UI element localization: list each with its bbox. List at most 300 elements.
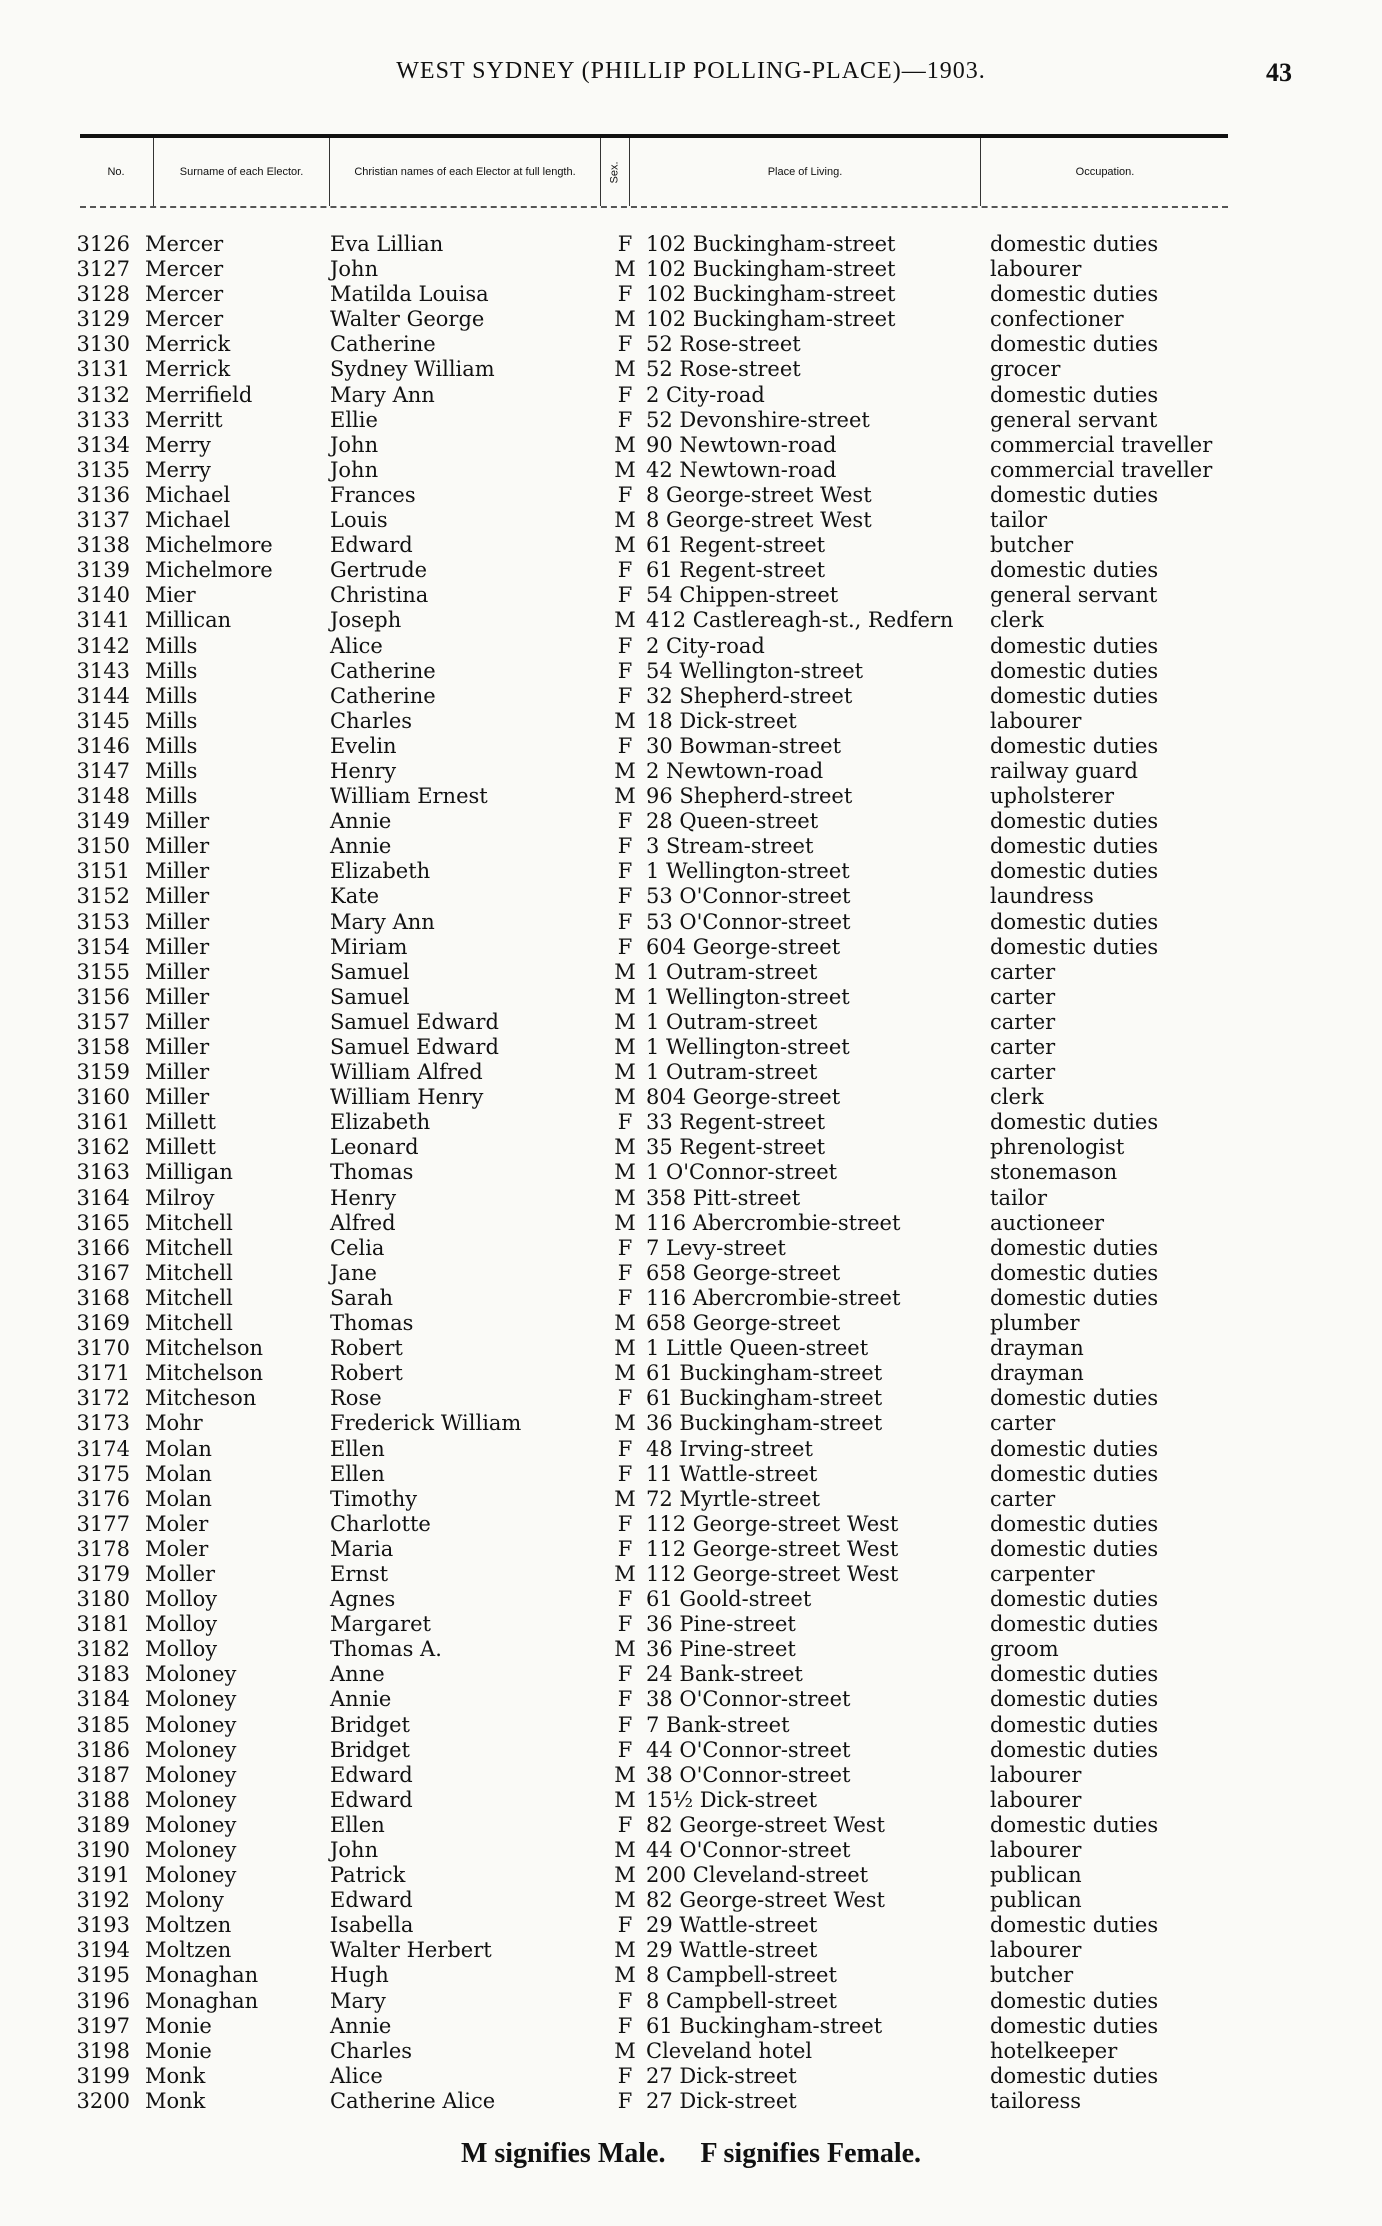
elector-sex: M xyxy=(614,1361,636,1386)
elector-christian-names: Maria xyxy=(330,1536,394,1561)
table-row xyxy=(0,1261,1382,1286)
elector-occupation: tailor xyxy=(990,1185,1048,1210)
header-no: No. xyxy=(107,165,125,178)
elector-christian-names: Elizabeth xyxy=(330,1110,431,1135)
elector-surname: Moler xyxy=(145,1511,209,1536)
header-sex xyxy=(600,138,629,206)
elector-occupation: butcher xyxy=(990,1963,1074,1988)
elector-number: 3181 xyxy=(76,1612,130,1637)
elector-number: 3199 xyxy=(76,2063,130,2088)
elector-christian-names: Ellen xyxy=(330,1461,385,1486)
table-row xyxy=(0,1863,1382,1888)
elector-number: 3153 xyxy=(76,909,130,934)
elector-place-of-living: 35 Regent-street xyxy=(646,1135,826,1160)
elector-christian-names: Matilda Louisa xyxy=(330,282,489,307)
table-row xyxy=(0,1888,1382,1913)
elector-surname: Mitchell xyxy=(145,1285,233,1310)
elector-occupation: tailor xyxy=(990,508,1048,533)
elector-number: 3193 xyxy=(76,1913,130,1938)
elector-occupation: stonemason xyxy=(990,1160,1118,1185)
elector-place-of-living: 15½ Dick-street xyxy=(646,1787,818,1812)
elector-number: 3187 xyxy=(76,1762,130,1787)
elector-place-of-living: 1 Little Queen-street xyxy=(646,1336,869,1361)
table-row xyxy=(0,1462,1382,1487)
elector-occupation: labourer xyxy=(990,257,1082,282)
elector-christian-names: Isabella xyxy=(330,1913,414,1938)
elector-christian-names: Margaret xyxy=(330,1612,431,1637)
elector-place-of-living: 11 Wattle-street xyxy=(646,1461,818,1486)
elector-sex: M xyxy=(614,708,636,733)
elector-occupation: commercial traveller xyxy=(990,432,1213,457)
table-row xyxy=(0,1211,1382,1236)
elector-place-of-living: 200 Cleveland-street xyxy=(646,1863,869,1888)
elector-occupation: domestic duties xyxy=(990,2013,1159,2038)
elector-place-of-living: 102 Buckingham-street xyxy=(646,257,896,282)
column-headers xyxy=(80,134,1228,208)
table-row xyxy=(0,859,1382,884)
elector-occupation: drayman xyxy=(990,1336,1084,1361)
elector-number: 3164 xyxy=(76,1185,130,1210)
elector-sex: M xyxy=(614,1035,636,1059)
elector-sex: F xyxy=(617,2013,633,2038)
elector-surname: Mercer xyxy=(145,232,224,256)
table-row xyxy=(0,1637,1382,1662)
elector-occupation: domestic duties xyxy=(990,1587,1159,1612)
elector-sex: M xyxy=(614,784,636,809)
elector-occupation: domestic duties xyxy=(990,1285,1159,1310)
elector-occupation: labourer xyxy=(990,1938,1082,1963)
elector-christian-names: Edward xyxy=(330,1762,413,1787)
elector-place-of-living: 52 Rose-street xyxy=(646,332,801,357)
elector-surname: Mier xyxy=(145,583,196,608)
elector-place-of-living: 24 Bank-street xyxy=(646,1662,803,1687)
elector-occupation: general servant xyxy=(990,583,1158,608)
elector-sex: M xyxy=(614,1787,636,1812)
elector-place-of-living: 7 Bank-street xyxy=(646,1712,790,1737)
elector-occupation: carter xyxy=(990,984,1056,1009)
elector-surname: Miller xyxy=(145,834,210,859)
elector-surname: Monk xyxy=(145,2088,206,2113)
elector-surname: Molloy xyxy=(145,1612,218,1637)
elector-christian-names: Patrick xyxy=(330,1863,406,1888)
table-row xyxy=(0,357,1382,382)
elector-sex: M xyxy=(614,1135,636,1160)
elector-place-of-living: 36 Pine-street xyxy=(646,1612,796,1637)
elector-sex: F xyxy=(617,583,633,608)
page-title: WEST SYDNEY (PHILLIP POLLING-PLACE)—1903. xyxy=(396,58,986,84)
elector-sex: F xyxy=(617,1612,633,1637)
table-row xyxy=(0,1587,1382,1612)
elector-number: 3152 xyxy=(76,884,130,909)
elector-surname: Mills xyxy=(145,758,198,783)
table-row xyxy=(0,1989,1382,2014)
elector-number: 3137 xyxy=(76,508,130,533)
elector-sex: F xyxy=(617,834,633,859)
header-occupation: Occupation. xyxy=(980,138,1229,206)
elector-occupation: phrenologist xyxy=(990,1135,1125,1160)
elector-occupation: carter xyxy=(990,1486,1056,1511)
table-row xyxy=(0,1386,1382,1411)
table-row xyxy=(0,533,1382,558)
elector-place-of-living: 2 City-road xyxy=(646,382,765,407)
elector-number: 3156 xyxy=(76,984,130,1009)
elector-christian-names: William Ernest xyxy=(330,784,488,809)
elector-number: 3168 xyxy=(76,1285,130,1310)
elector-list xyxy=(0,232,1382,2114)
elector-sex: M xyxy=(614,1160,636,1185)
elector-number: 3178 xyxy=(76,1536,130,1561)
elector-place-of-living: 18 Dick-street xyxy=(646,708,797,733)
elector-number: 3143 xyxy=(76,658,130,683)
elector-number: 3150 xyxy=(76,834,130,859)
elector-christian-names: John xyxy=(330,432,379,457)
elector-number: 3126 xyxy=(76,232,130,256)
elector-occupation: carter xyxy=(990,1411,1056,1436)
elector-sex: M xyxy=(614,257,636,282)
table-row xyxy=(0,1537,1382,1562)
elector-number: 3159 xyxy=(76,1060,130,1085)
elector-occupation: confectioner xyxy=(990,307,1124,332)
elector-sex: F xyxy=(617,934,633,959)
elector-surname: Mitchell xyxy=(145,1311,233,1336)
elector-place-of-living: 8 Campbell-street xyxy=(646,1963,837,1988)
elector-christian-names: Mary Ann xyxy=(330,382,435,407)
table-row xyxy=(0,910,1382,935)
elector-number: 3169 xyxy=(76,1311,130,1336)
table-row xyxy=(0,1236,1382,1261)
elector-number: 3188 xyxy=(76,1787,130,1812)
elector-occupation: domestic duties xyxy=(990,482,1159,507)
elector-sex: F xyxy=(617,1436,633,1461)
elector-occupation: labourer xyxy=(990,1838,1082,1862)
elector-surname: Milligan xyxy=(145,1160,233,1185)
table-row xyxy=(0,734,1382,759)
elector-number: 3149 xyxy=(76,809,130,834)
elector-christian-names: Bridget xyxy=(330,1737,410,1762)
elector-occupation: domestic duties xyxy=(990,558,1159,583)
elector-sex: F xyxy=(617,859,633,884)
elector-number: 3175 xyxy=(76,1461,130,1486)
elector-number: 3198 xyxy=(76,2038,130,2063)
elector-surname: Miller xyxy=(145,884,210,909)
elector-number: 3177 xyxy=(76,1511,130,1536)
table-row xyxy=(0,1738,1382,1763)
elector-surname: Monie xyxy=(145,2038,212,2063)
elector-place-of-living: 1 Wellington-street xyxy=(646,859,850,884)
elector-occupation: labourer xyxy=(990,708,1082,733)
elector-occupation: domestic duties xyxy=(990,232,1159,256)
elector-number: 3171 xyxy=(76,1361,130,1386)
elector-occupation: upholsterer xyxy=(990,784,1115,809)
elector-number: 3172 xyxy=(76,1386,130,1411)
table-row xyxy=(0,935,1382,960)
elector-surname: Moloney xyxy=(145,1863,237,1888)
table-row xyxy=(0,408,1382,433)
elector-christian-names: Jane xyxy=(330,1260,377,1285)
table-row xyxy=(0,1813,1382,1838)
male-note: M signifies Male. xyxy=(460,2138,666,2169)
elector-number: 3127 xyxy=(76,257,130,282)
elector-christian-names: Ellen xyxy=(330,1436,385,1461)
elector-place-of-living: 61 Goold-street xyxy=(646,1587,812,1612)
elector-place-of-living: 1 Outram-street xyxy=(646,1060,818,1085)
table-row xyxy=(0,1512,1382,1537)
elector-occupation: publican xyxy=(990,1863,1082,1888)
elector-sex: F xyxy=(617,658,633,683)
elector-surname: Miller xyxy=(145,909,210,934)
elector-sex: F xyxy=(617,1536,633,1561)
elector-place-of-living: 90 Newtown-road xyxy=(646,432,837,457)
elector-surname: Miller xyxy=(145,959,210,984)
elector-surname: Millett xyxy=(145,1135,216,1160)
table-row xyxy=(0,1286,1382,1311)
elector-place-of-living: 27 Dick-street xyxy=(646,2063,797,2088)
elector-sex: M xyxy=(614,307,636,332)
elector-occupation: auctioneer xyxy=(990,1210,1105,1235)
elector-place-of-living: 1 O'Connor-street xyxy=(646,1160,838,1185)
elector-sex: F xyxy=(617,909,633,934)
page-number: 43 xyxy=(1266,58,1292,87)
elector-occupation: domestic duties xyxy=(990,1812,1159,1837)
elector-christian-names: Mary xyxy=(330,1988,386,2013)
table-row xyxy=(0,884,1382,909)
elector-number: 3140 xyxy=(76,583,130,608)
elector-place-of-living: 61 Buckingham-street xyxy=(646,2013,883,2038)
elector-surname: Mercer xyxy=(145,257,224,282)
elector-occupation: grocer xyxy=(990,357,1061,382)
female-note: F signifies Female. xyxy=(700,2138,922,2169)
elector-surname: Mitchell xyxy=(145,1210,233,1235)
elector-number: 3144 xyxy=(76,683,130,708)
elector-occupation: clerk xyxy=(990,1085,1044,1110)
elector-christian-names: John xyxy=(330,1838,379,1862)
elector-sex: M xyxy=(614,1888,636,1913)
elector-place-of-living: Cleveland hotel xyxy=(646,2038,813,2063)
elector-place-of-living: 32 Shepherd-street xyxy=(646,683,853,708)
elector-surname: Merry xyxy=(145,432,211,457)
elector-number: 3185 xyxy=(76,1712,130,1737)
elector-surname: Mercer xyxy=(145,282,224,307)
elector-christian-names: Thomas A. xyxy=(330,1637,442,1662)
elector-sex: M xyxy=(614,1210,636,1235)
elector-christian-names: William Henry xyxy=(330,1085,484,1110)
elector-occupation: plumber xyxy=(990,1311,1080,1336)
elector-place-of-living: 72 Myrtle-street xyxy=(646,1486,821,1511)
elector-number: 3180 xyxy=(76,1587,130,1612)
elector-occupation: tailoress xyxy=(990,2088,1082,2113)
elector-number: 3145 xyxy=(76,708,130,733)
elector-place-of-living: 1 Outram-street xyxy=(646,1009,818,1034)
elector-surname: Moloney xyxy=(145,1787,237,1812)
elector-place-of-living: 48 Irving-street xyxy=(646,1436,813,1461)
elector-place-of-living: 82 George-street West xyxy=(646,1812,885,1837)
elector-place-of-living: 30 Bowman-street xyxy=(646,733,842,758)
table-row xyxy=(0,1487,1382,1512)
elector-place-of-living: 658 George-street xyxy=(646,1311,841,1336)
elector-occupation: domestic duties xyxy=(990,382,1159,407)
elector-christian-names: Catherine Alice xyxy=(330,2088,496,2113)
table-row xyxy=(0,834,1382,859)
elector-sex: F xyxy=(617,407,633,432)
elector-surname: Millican xyxy=(145,608,232,633)
elector-surname: Miller xyxy=(145,1035,210,1059)
elector-occupation: labourer xyxy=(990,1762,1082,1787)
elector-sex: F xyxy=(617,1662,633,1687)
elector-place-of-living: 29 Wattle-street xyxy=(646,1913,818,1938)
elector-sex: M xyxy=(614,608,636,633)
elector-surname: Moloney xyxy=(145,1762,237,1787)
elector-place-of-living: 1 Outram-street xyxy=(646,959,818,984)
elector-surname: Merrifield xyxy=(145,382,253,407)
elector-place-of-living: 658 George-street xyxy=(646,1260,841,1285)
elector-christian-names: Samuel Edward xyxy=(330,1035,499,1059)
elector-christian-names: Annie xyxy=(330,809,392,834)
elector-christian-names: Edward xyxy=(330,533,413,558)
elector-surname: Mills xyxy=(145,784,198,809)
elector-christian-names: Thomas xyxy=(330,1160,414,1185)
elector-sex: F xyxy=(617,809,633,834)
elector-occupation: laundress xyxy=(990,884,1094,909)
table-row xyxy=(0,2014,1382,2039)
elector-surname: Molan xyxy=(145,1436,212,1461)
elector-occupation: domestic duties xyxy=(990,1436,1159,1461)
elector-number: 3134 xyxy=(76,432,130,457)
elector-number: 3192 xyxy=(76,1888,130,1913)
elector-occupation: carter xyxy=(990,1035,1056,1059)
table-row xyxy=(0,1788,1382,1813)
elector-christian-names: Robert xyxy=(330,1336,403,1361)
elector-number: 3173 xyxy=(76,1411,130,1436)
elector-surname: Mills xyxy=(145,633,198,658)
elector-occupation: hotelkeeper xyxy=(990,2038,1118,2063)
elector-christian-names: Henry xyxy=(330,1185,397,1210)
elector-place-of-living: 96 Shepherd-street xyxy=(646,784,853,809)
page-header xyxy=(0,58,1382,98)
elector-christian-names: Catherine xyxy=(330,658,436,683)
elector-surname: Merry xyxy=(145,457,211,482)
elector-christian-names: Frederick William xyxy=(330,1411,522,1436)
elector-occupation: publican xyxy=(990,1888,1082,1913)
elector-christian-names: Ellie xyxy=(330,407,378,432)
elector-sex: M xyxy=(614,508,636,533)
elector-occupation: domestic duties xyxy=(990,658,1159,683)
elector-surname: Moloney xyxy=(145,1687,237,1712)
table-row xyxy=(0,282,1382,307)
elector-sex: M xyxy=(614,432,636,457)
table-row xyxy=(0,583,1382,608)
table-row xyxy=(0,1311,1382,1336)
elector-christian-names: Walter Herbert xyxy=(330,1938,492,1963)
elector-surname: Molloy xyxy=(145,1587,218,1612)
elector-number: 3162 xyxy=(76,1135,130,1160)
elector-number: 3128 xyxy=(76,282,130,307)
table-row xyxy=(0,232,1382,257)
elector-surname: Michael xyxy=(145,482,231,507)
elector-occupation: carter xyxy=(990,1009,1056,1034)
table-row xyxy=(0,458,1382,483)
elector-sex: M xyxy=(614,1085,636,1110)
elector-place-of-living: 8 George-street West xyxy=(646,482,872,507)
elector-christian-names: John xyxy=(330,457,379,482)
elector-place-of-living: 2 Newtown-road xyxy=(646,758,824,783)
table-row xyxy=(0,1838,1382,1863)
table-row xyxy=(0,1186,1382,1211)
elector-christian-names: Eva Lillian xyxy=(330,232,444,256)
elector-occupation: domestic duties xyxy=(990,909,1159,934)
elector-surname: Mitchell xyxy=(145,1260,233,1285)
elector-surname: Merrick xyxy=(145,357,231,382)
elector-surname: Molony xyxy=(145,1888,224,1913)
elector-sex: F xyxy=(617,1712,633,1737)
table-row xyxy=(0,1035,1382,1060)
elector-sex: M xyxy=(614,1060,636,1085)
table-row xyxy=(0,1010,1382,1035)
elector-number: 3174 xyxy=(76,1436,130,1461)
elector-place-of-living: 82 George-street West xyxy=(646,1888,885,1913)
table-row xyxy=(0,1135,1382,1160)
footer-legend xyxy=(0,2138,1382,2170)
table-row xyxy=(0,1361,1382,1386)
elector-surname: Miller xyxy=(145,984,210,1009)
elector-christian-names: Louis xyxy=(330,508,388,533)
elector-occupation: labourer xyxy=(990,1787,1082,1812)
elector-christian-names: Edward xyxy=(330,1888,413,1913)
table-row xyxy=(0,508,1382,533)
elector-place-of-living: 61 Regent-street xyxy=(646,558,826,583)
elector-christian-names: Samuel Edward xyxy=(330,1009,499,1034)
elector-sex: M xyxy=(614,1637,636,1662)
elector-number: 3135 xyxy=(76,457,130,482)
elector-surname: Mercer xyxy=(145,307,224,332)
elector-place-of-living: 102 Buckingham-street xyxy=(646,307,896,332)
elector-sex: M xyxy=(614,1938,636,1963)
elector-christian-names: Alice xyxy=(330,633,383,658)
elector-number: 3179 xyxy=(76,1561,130,1586)
elector-place-of-living: 102 Buckingham-street xyxy=(646,282,896,307)
elector-surname: Monk xyxy=(145,2063,206,2088)
elector-sex: F xyxy=(617,1511,633,1536)
elector-surname: Mohr xyxy=(145,1411,203,1436)
elector-place-of-living: 112 George-street West xyxy=(646,1536,899,1561)
elector-christian-names: Sydney William xyxy=(330,357,495,382)
table-row xyxy=(0,332,1382,357)
elector-christian-names: Samuel xyxy=(330,959,410,984)
table-row xyxy=(0,960,1382,985)
elector-sex: F xyxy=(617,733,633,758)
elector-surname: Moltzen xyxy=(145,1913,232,1938)
elector-surname: Mitcheson xyxy=(145,1386,257,1411)
elector-number: 3163 xyxy=(76,1160,130,1185)
elector-place-of-living: 112 George-street West xyxy=(646,1511,899,1536)
elector-surname: Michelmore xyxy=(145,533,273,558)
elector-number: 3196 xyxy=(76,1988,130,2013)
elector-surname: Merritt xyxy=(145,407,223,432)
table-row xyxy=(0,2064,1382,2089)
elector-occupation: domestic duties xyxy=(990,332,1159,357)
elector-surname: Miller xyxy=(145,1085,210,1110)
elector-place-of-living: 358 Pitt-street xyxy=(646,1185,801,1210)
elector-occupation: domestic duties xyxy=(990,2063,1159,2088)
elector-number: 3160 xyxy=(76,1085,130,1110)
elector-christian-names: Robert xyxy=(330,1361,403,1386)
table-row xyxy=(0,1336,1382,1361)
elector-surname: Miller xyxy=(145,934,210,959)
elector-sex: F xyxy=(617,382,633,407)
elector-christian-names: Timothy xyxy=(330,1486,418,1511)
table-row xyxy=(0,1938,1382,1963)
elector-occupation: domestic duties xyxy=(990,633,1159,658)
elector-surname: Miller xyxy=(145,809,210,834)
